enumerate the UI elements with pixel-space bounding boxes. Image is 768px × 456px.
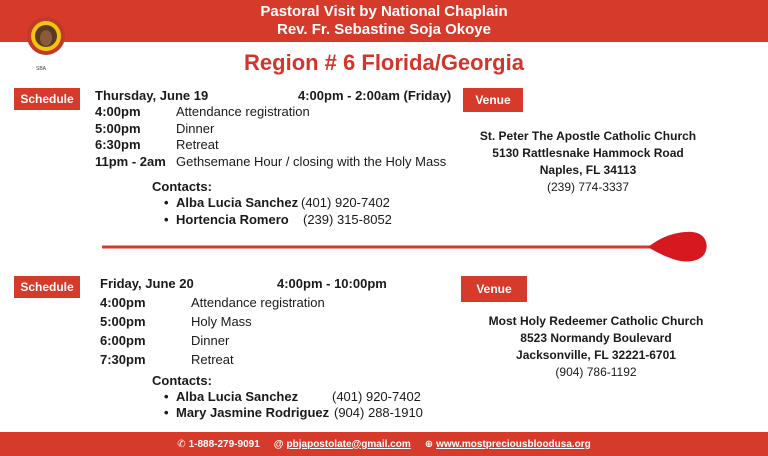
contacts-label: Contacts: <box>152 179 212 194</box>
contact-name: Alba Lucia Sanchez <box>176 389 299 404</box>
footer-phone-item[interactable] <box>177 439 260 450</box>
venue-phone: (904) 786-1192 <box>555 365 637 379</box>
schedule-tag: Schedule <box>14 88 80 110</box>
schedule-time: 11pm - 2am <box>95 154 166 169</box>
header-line2: Rev. Fr. Sebastine Soja Okoye <box>277 21 491 38</box>
schedule-time: 4:00pm <box>100 295 146 310</box>
schedule-time: 7:30pm <box>100 352 146 367</box>
event-time-range: 4:00pm - 2:00am (Friday) <box>298 88 452 103</box>
footer-email-item[interactable] <box>274 439 411 450</box>
schedule-time: 5:00pm <box>95 121 141 136</box>
region-title: Region # 6 Florida/Georgia <box>244 50 524 75</box>
schedule-activity: Retreat <box>191 352 234 367</box>
event-date: Thursday, June 19 <box>95 88 209 103</box>
event-time-range: 4:00pm - 10:00pm <box>277 276 387 291</box>
contact-phone: (904) 288-1910 <box>334 405 423 420</box>
venue-tag: Venue <box>461 276 527 302</box>
footer-website-item[interactable] <box>425 439 591 450</box>
venue-street: 8523 Normandy Boulevard <box>520 331 672 345</box>
schedule-time: 5:00pm <box>100 314 146 329</box>
contact-phone: (401) 920-7402 <box>301 195 390 210</box>
footer-phone: 1-888-279-9091 <box>188 438 260 450</box>
schedule-activity: Attendance registration <box>176 104 310 119</box>
schedule-activity: Retreat <box>176 137 219 152</box>
contact-phone: (401) 920-7402 <box>332 389 421 404</box>
footer-website: www.mostpreciousbloodusa.org <box>436 438 591 450</box>
footer-email: pbjapostolate@gmail.com <box>286 438 411 450</box>
logo-caption: SBA <box>36 66 47 72</box>
schedule-activity: Holy Mass <box>191 314 252 329</box>
header-line1: Pastoral Visit by National Chaplain <box>260 3 508 20</box>
schedule-activity: Attendance registration <box>191 295 325 310</box>
at-icon: @ <box>273 438 284 450</box>
contact-name: Hortencia Romero <box>176 212 289 227</box>
schedule-tag: Schedule <box>14 276 80 298</box>
venue-tag: Venue <box>463 88 523 112</box>
venue-block <box>458 128 718 196</box>
contact-name: Mary Jasmine Rodriguez <box>176 405 330 420</box>
schedule-time: 6:30pm <box>95 137 141 152</box>
schedule-activity: Dinner <box>191 333 230 348</box>
venue-street: 5130 Rattlesnake Hammock Road <box>492 146 684 160</box>
divider-line <box>100 230 710 266</box>
bullet: • <box>164 195 169 210</box>
schedule-activity: Dinner <box>176 121 215 136</box>
contact-phone: (239) 315-8052 <box>303 212 392 227</box>
venue-name: Most Holy Redeemer Catholic Church <box>488 314 704 328</box>
phone-icon: ✆ <box>177 438 186 450</box>
bullet: • <box>164 212 169 227</box>
venue-phone: (239) 774-3337 <box>546 180 630 194</box>
venue-city: Naples, FL 34113 <box>539 163 637 177</box>
venue-city: Jacksonville, FL 32221-6701 <box>516 348 676 362</box>
contacts-label: Contacts: <box>152 373 212 388</box>
schedule-time: 6:00pm <box>100 333 146 348</box>
bullet: • <box>164 389 169 404</box>
globe-icon: ⊕ <box>424 438 434 450</box>
event-date: Friday, June 20 <box>100 276 194 291</box>
contact-name: Alba Lucia Sanchez <box>176 195 299 210</box>
venue-name: St. Peter The Apostle Catholic Church <box>479 129 697 143</box>
schedule-activity: Gethsemane Hour / closing with the Holy Mass <box>176 154 447 169</box>
venue-block <box>466 313 726 381</box>
bullet: • <box>164 405 169 420</box>
schedule-time: 4:00pm <box>95 104 141 119</box>
footer-bar <box>0 432 768 456</box>
